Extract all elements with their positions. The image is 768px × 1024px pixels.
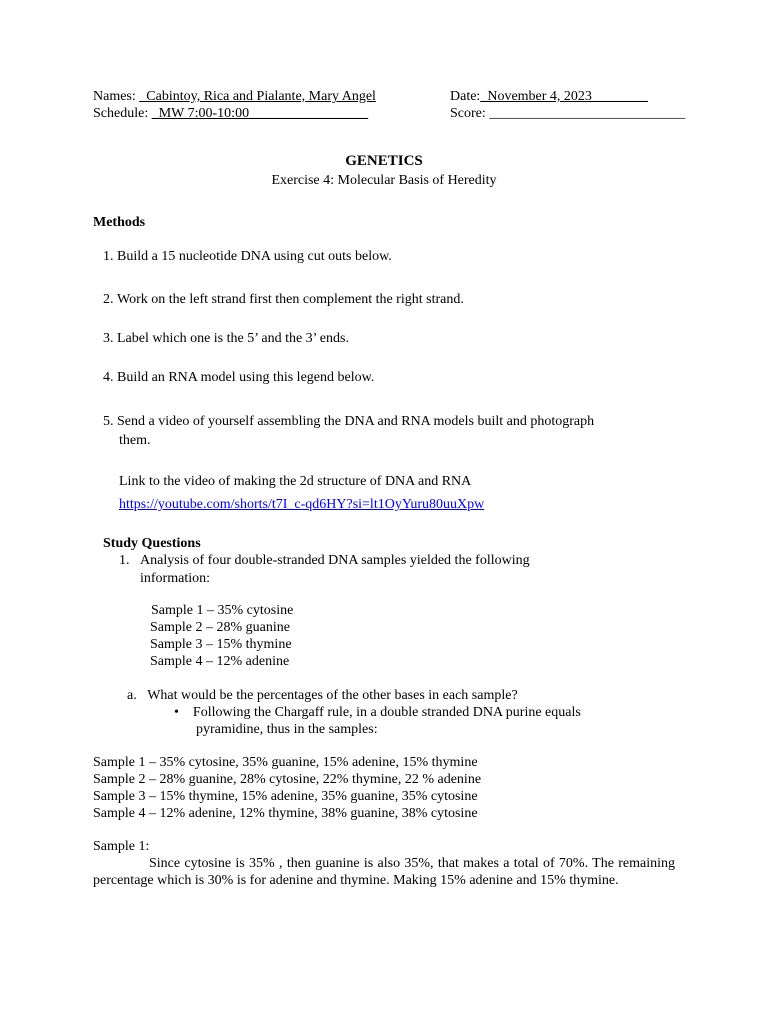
answer-line-1: Sample 1 – 35% cytosine, 35% guanine, 15% adenine, 15% thymine [93,755,478,770]
names-label: Names: [93,89,140,104]
method-item-5: 5. Send a video of yourself assembling the DNA and RNA models built and photograph [103,414,595,429]
method-item-4: 4. Build an RNA model using this legend below. [103,370,375,385]
schedule-line [93,105,368,122]
list-number: 1. [103,249,117,264]
sample-line-4: Sample 4 – 12% adenine [150,654,290,669]
list-letter: a. [127,688,148,703]
list-number: 3. [103,331,117,346]
schedule-value: _MW 7:00-10:00_________________ [151,106,369,121]
answer-line-4: Sample 4 – 12% adenine, 12% thymine, 38% guanine, 38% cytosine [93,806,478,821]
method-item-5-continued: them. [119,433,151,448]
video-link-label: Link to the video of making the 2d structure of DNA and RNA [119,474,472,489]
page-title: GENETICS [345,153,423,169]
sample-1-explanation: Since cytosine is 35% , then guanine is also 35%, that makes a total of 70%. The remaining percentage which is 30% is for adenine and thymine. Making 15% adenine and 15% thymine. [93,856,675,888]
score-label: Score: [450,106,490,121]
date-line [450,88,648,105]
page-subtitle: Exercise 4: Molecular Basis of Heredity [271,173,497,188]
sample-line-1: Sample 1 – 35% cytosine [151,603,294,618]
score-value: ____________________________ [489,106,686,121]
list-number: 1. [119,553,140,568]
question-1: 1. Analysis of four double-stranded DNA samples yielded the following [119,553,530,568]
bullet-icon: • [174,705,193,720]
names-line [93,88,376,105]
list-number: 5. [103,414,117,429]
names-value: _Cabintoy, Rica and Pialante, Mary Angel [139,89,376,104]
sample-1-heading: Sample 1: [93,839,150,854]
list-number: 4. [103,370,117,385]
video-link[interactable]: https://youtube.com/shorts/t7I_c-qd6HY?si=lt1OyYuru80uuXpw [119,497,485,512]
date-label: Date: [450,89,481,104]
schedule-label: Schedule: [93,106,152,121]
methods-heading: Methods [93,215,146,230]
date-value: _November 4, 2023________ [480,89,648,104]
method-item-1: 1. Build a 15 nucleotide DNA using cut outs below. [103,249,392,264]
answer-line-3: Sample 3 – 15% thymine, 15% adenine, 35% guanine, 35% cytosine [93,789,478,804]
sample-line-3: Sample 3 – 15% thymine [150,637,292,652]
question-1a: a. What would be the percentages of the other bases in each sample? [127,688,518,703]
answer-bullet-continued: pyramidine, thus in the samples: [196,722,378,737]
answer-bullet: • Following the Chargaff rule, in a double stranded DNA purine equals [174,705,581,720]
question-1-continued: information: [140,571,210,586]
answer-line-2: Sample 2 – 28% guanine, 28% cytosine, 22% thymine, 22 % adenine [93,772,482,787]
sample-line-2: Sample 2 – 28% guanine [150,620,290,635]
score-line [450,105,685,122]
study-questions-heading: Study Questions [103,536,201,551]
method-item-3: 3. Label which one is the 5’ and the 3’ ends. [103,331,349,346]
list-number: 2. [103,292,117,307]
method-item-2: 2. Work on the left strand first then complement the right strand. [103,292,464,307]
